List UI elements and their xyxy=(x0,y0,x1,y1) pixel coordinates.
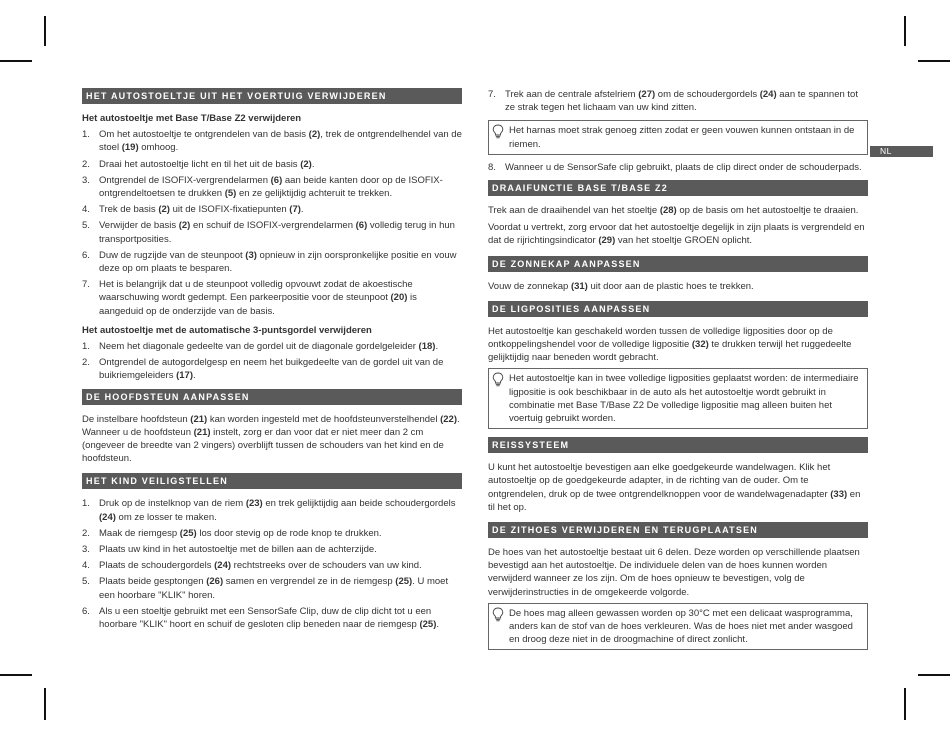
steps-list xyxy=(488,161,868,174)
crop-mark xyxy=(904,688,906,720)
section-header: DE ZONNEKAP AANPASSEN xyxy=(488,256,868,272)
list-item: 2. Maak de riemgesp (25) los door stevig op de rode knop te drukken. xyxy=(82,527,382,539)
paragraph: U kunt het autostoeltje bevestigen aan elke goedgekeurde wandelwagen. Klik het autostoeltje op de goedgekeurde adapter, in de richting van de ouder. Om te ontgrendelen, druk op de twee ontgrendelknoppen voor de wandelwagenadapter (33) en til het op. xyxy=(488,462,861,513)
crop-mark xyxy=(0,60,32,62)
left-column xyxy=(82,88,462,637)
language-tab: NL xyxy=(870,146,933,157)
steps-list xyxy=(82,497,462,631)
section-header: HET AUTOSTOELTJE UIT HET VOERTUIG VERWIJDEREN xyxy=(82,88,462,104)
steps-list xyxy=(82,128,462,318)
paragraph: De instelbare hoofdsteun (21) kan worden ingesteld met de hoofdsteunverstelhendel (22). Wanneer u de hoofdsteun (21) instelt, zorg er dan voor dat er niet meer dan 2 cm (ongeveer de breedte van 2 vingers) overblijft tussen de schouders van het kind en de hoofdsteun. xyxy=(82,413,460,465)
crop-mark xyxy=(0,674,32,676)
section-header: DRAAIFUNCTIE BASE T/BASE Z2 xyxy=(488,180,868,196)
steps-list xyxy=(488,88,868,114)
list-item: 2. Ontgrendel de autogordelgesp en neem het buikgedeelte van de gordel uit van de buikriemgeleiders (17). xyxy=(82,357,444,382)
list-item: 4. Trek de basis (2) uit de ISOFIX-fixatiepunten (7). xyxy=(82,204,304,216)
list-item: 7. Trek aan de centrale afstelriem (27) om de schoudergordels (24) aan te spannen tot ze strak tegen het lichaam van uw kind zitten. xyxy=(488,89,858,114)
tip-note: Het harnas moet strak genoeg zitten zodat er geen vouwen kunnen ontstaan in de riemen. xyxy=(488,120,868,154)
list-item: 5. Plaats beide gesptongen (26) samen en vergrendel ze in de riemgesp (25). U moet een hoorbare "KLIK" horen. xyxy=(82,576,449,601)
crop-mark xyxy=(44,688,46,720)
list-item: 8. Wanneer u de SensorSafe clip gebruikt, plaats de clip direct onder de schouderpads. xyxy=(488,161,862,173)
steps-list xyxy=(82,340,462,383)
list-item: 4. Plaats de schoudergordels (24) rechtstreeks over de schouders van uw kind. xyxy=(82,560,422,572)
list-item: 1. Om het autostoeltje te ontgrendelen van de basis (2), trek de ontgrendelhendel van de stoel (19) omhoog. xyxy=(82,129,462,154)
crop-mark xyxy=(918,60,950,62)
lightbulb-icon xyxy=(492,372,504,387)
section-header: DE LIGPOSITIES AANPASSEN xyxy=(488,301,868,317)
list-item: 6. Duw de rugzijde van de steunpoot (3) opnieuw in zijn oorspronkelijke positie en vouw deze op om plaats te besparen. xyxy=(82,249,457,275)
paragraph: Trek aan de draaihendel van het stoeltje (28) op de basis om het autostoeltje te draaien. xyxy=(488,205,859,217)
lightbulb-icon xyxy=(492,607,504,622)
section-header: DE HOOFDSTEUN AANPASSEN xyxy=(82,389,462,405)
paragraph: Voordat u vertrekt, zorg ervoor dat het autostoeltje degelijk in zijn plaats is vergrendeld en dat de rijrichtingsindicator (29) van het stoeltje GROEN oplicht. xyxy=(488,222,865,247)
list-item: 1. Neem het diagonale gedeelte van de gordel uit de diagonale gordelgeleider (18). xyxy=(82,341,439,353)
right-column xyxy=(488,88,868,656)
crop-mark xyxy=(918,674,950,676)
subheading: Het autostoeltje met de automatische 3-puntsgordel verwijderen xyxy=(82,324,372,336)
list-item: 3. Ontgrendel de ISOFIX-vergrendelarmen (6) aan beide kanten door op de ISOFIX-ontgrendeltoetsen te drukken (5) en ze gelijktijdig achteruit te trekken. xyxy=(82,174,443,200)
list-item: 5. Verwijder de basis (2) en schuif de ISOFIX-vergrendelarmen (6) volledig terug in hun transportposities. xyxy=(82,220,455,245)
list-item: 7. Het is belangrijk dat u de steunpoot volledig opvouwt zodat de akoestische waarschuwing wordt gedempt. Een parkeerpositie voor de steunpoot (20) is aangeduid op de onderzijde van de basis. xyxy=(82,279,417,317)
section-header: DE ZITHOES VERWIJDEREN EN TERUGPLAATSEN xyxy=(488,522,868,538)
paragraph: Het autostoeltje kan geschakeld worden tussen de volledige ligposities door op de ontkoppelingshendel voor de volledige ligpositie (32) te drukken terwijl het ruggedeelte gelijktijdig naar beneden wordt gebracht. xyxy=(488,325,852,364)
tip-note: De hoes mag alleen gewassen worden op 30°C met een delicaat wasprogramma, anders kan de stof van de hoes verkleuren. Was de hoes niet met ander wasgoed en droog deze niet in de droogmachine of direct zonlicht. xyxy=(488,603,868,651)
paragraph: Vouw de zonnekap (31) uit door aan de plastic hoes te trekken. xyxy=(488,280,754,292)
lightbulb-icon xyxy=(492,124,504,139)
list-item: 3. Plaats uw kind in het autostoeltje met de billen aan de achterzijde. xyxy=(82,544,377,556)
list-item: 6. Als u een stoeltje gebruikt met een SensorSafe Clip, duw de clip dicht tot u een hoorbare "KLIK" hoort en schuif de gesloten clip beneden naar de riemgesp (25). xyxy=(82,605,440,631)
crop-mark xyxy=(904,16,906,46)
section-header: REISSYSTEEM xyxy=(488,437,868,453)
tip-note: Het autostoeltje kan in twee volledige ligposities geplaatst worden: de intermediaire ligpositie is ook beschikbaar in de auto als het autostoeltje wordt gebruikt in combinatie met Base T/Base Z2 De volledige ligpositie mag alleen buiten het voertuig gebruikt worden. xyxy=(488,368,868,429)
paragraph: De hoes van het autostoeltje bestaat uit 6 delen. Deze worden op verschillende plaatsen bevestigd aan het autostoeltje. De individuele delen van de hoes kunnen worden verwijderd wanneer ze los zijn. Om de hoes opnieuw te bevestigen, volg de verwijderinstructies in de omgekeerde volgorde. xyxy=(488,547,860,598)
list-item: 2. Draai het autostoeltje licht en til het uit de basis (2). xyxy=(82,158,315,170)
subheading: Het autostoeltje met Base T/Base Z2 verwijderen xyxy=(82,113,302,124)
section-header: HET KIND VEILIGSTELLEN xyxy=(82,473,462,489)
crop-mark xyxy=(44,16,46,46)
list-item: 1. Druk op de instelknop van de riem (23) en trek gelijktijdig aan beide schoudergordels (24) om ze losser te maken. xyxy=(82,498,456,523)
